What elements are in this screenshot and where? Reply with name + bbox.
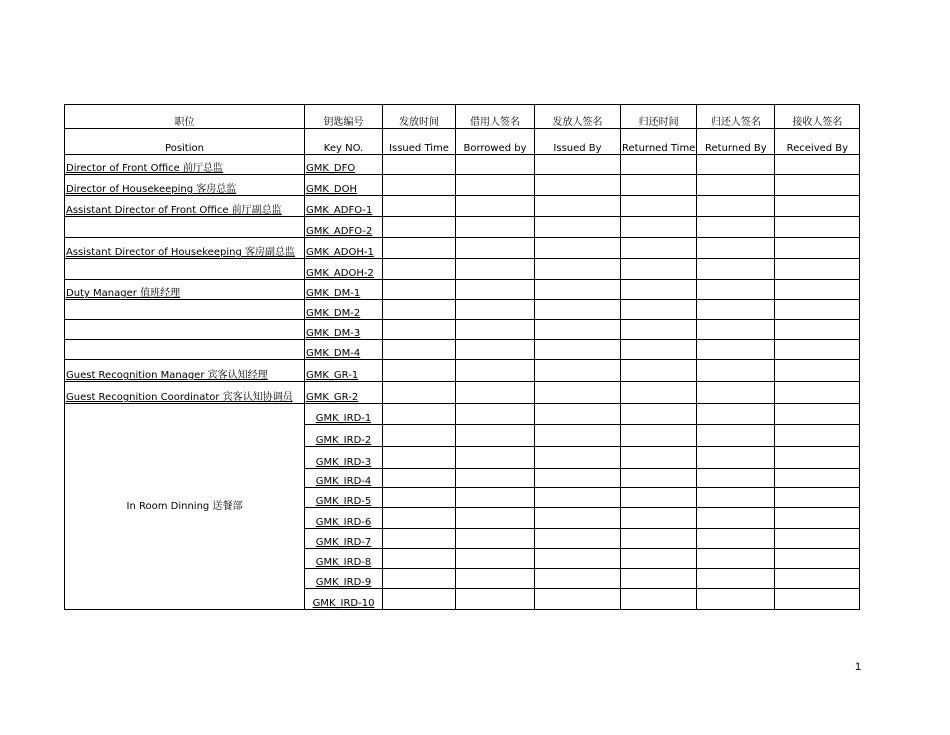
position-cell: [65, 155, 305, 175]
key-label: GMK_DOH: [306, 184, 358, 195]
header-cn-key-no: 钥匙编号: [305, 105, 383, 129]
key-label: GMK_DM-4: [306, 348, 361, 359]
table-row: [65, 259, 860, 280]
header-cn-returned-by: 归还人签名: [697, 105, 775, 129]
position-cell: [65, 382, 305, 404]
key-label: GMK_ADOH-1: [306, 247, 374, 258]
table-row: [65, 404, 860, 425]
borrowed-by-input-cell[interactable]: [456, 529, 535, 549]
borrowed-by-input-cell[interactable]: [456, 217, 535, 238]
key-cell: [305, 589, 383, 610]
issued-time-input-cell[interactable]: [383, 238, 456, 259]
header-cn-received-by: 接收人签名: [775, 105, 860, 129]
header-cn-position: 职位: [65, 105, 305, 129]
key-label: GMK_ADFO-2: [306, 226, 373, 237]
key-label: GMK_IRD-9: [315, 577, 372, 588]
table-row: [65, 382, 860, 404]
header-cn-issued-time: 发放时间: [383, 105, 456, 129]
returned-by-input-cell[interactable]: [697, 529, 775, 549]
borrowed-by-input-cell[interactable]: [456, 569, 535, 589]
received-by-input-cell[interactable]: [775, 360, 860, 382]
key-label: GMK_IRD-4: [315, 476, 372, 487]
issued-time-input-cell[interactable]: [383, 529, 456, 549]
key-cell: [305, 447, 383, 469]
returned-time-input-cell[interactable]: [621, 382, 697, 404]
issued-by-input-cell[interactable]: [535, 360, 621, 382]
key-cell: [305, 469, 383, 488]
returned-time-input-cell[interactable]: [621, 589, 697, 610]
returned-time-input-cell[interactable]: [621, 280, 697, 300]
borrowed-by-input-cell[interactable]: [456, 488, 535, 508]
position-label: Duty Manager 值班经理: [66, 288, 181, 299]
position-cell: [65, 360, 305, 382]
returned-time-input-cell[interactable]: [621, 469, 697, 488]
received-by-input-cell[interactable]: [775, 259, 860, 280]
returned-by-input-cell[interactable]: [697, 340, 775, 360]
header-cn-borrowed-by: 借用人签名: [456, 105, 535, 129]
issued-time-input-cell[interactable]: [383, 508, 456, 529]
returned-time-input-cell[interactable]: [621, 175, 697, 196]
header-en-issued-by: Issued By: [535, 129, 621, 155]
key-label: GMK_DM-2: [306, 308, 361, 319]
issued-time-input-cell[interactable]: [383, 196, 456, 217]
returned-by-input-cell[interactable]: [697, 382, 775, 404]
returned-by-input-cell[interactable]: [697, 488, 775, 508]
issued-time-input-cell[interactable]: [383, 425, 456, 447]
received-by-input-cell[interactable]: [775, 549, 860, 569]
issued-time-input-cell[interactable]: [383, 280, 456, 300]
issued-by-input-cell[interactable]: [535, 549, 621, 569]
received-by-input-cell[interactable]: [775, 529, 860, 549]
issued-by-input-cell[interactable]: [535, 382, 621, 404]
returned-by-input-cell[interactable]: [697, 259, 775, 280]
key-cell: [305, 320, 383, 340]
position-cell: [65, 196, 305, 217]
header-en-issued-time: Issued Time: [383, 129, 456, 155]
position-cell: [65, 238, 305, 259]
issued-time-input-cell[interactable]: [383, 300, 456, 320]
borrowed-by-input-cell[interactable]: [456, 300, 535, 320]
key-label: GMK_IRD-3: [315, 457, 372, 468]
key-cell: [305, 360, 383, 382]
position-label: Guest Recognition Manager 宾客认知经理: [66, 370, 268, 381]
received-by-input-cell[interactable]: [775, 300, 860, 320]
returned-by-input-cell[interactable]: [697, 469, 775, 488]
issued-time-input-cell[interactable]: [383, 382, 456, 404]
key-cell: [305, 404, 383, 425]
key-label: GMK_ADFO-1: [306, 205, 373, 216]
returned-by-input-cell[interactable]: [697, 155, 775, 175]
received-by-input-cell[interactable]: [775, 238, 860, 259]
key-label: GMK_DM-3: [306, 328, 361, 339]
key-cell: [305, 238, 383, 259]
header-cn-issued-by: 发放人签名: [535, 105, 621, 129]
key-cell: [305, 549, 383, 569]
returned-by-input-cell[interactable]: [697, 217, 775, 238]
issued-by-input-cell[interactable]: [535, 340, 621, 360]
returned-by-input-cell[interactable]: [697, 508, 775, 529]
received-by-input-cell[interactable]: [775, 175, 860, 196]
returned-time-input-cell[interactable]: [621, 404, 697, 425]
key-label: GMK_GR-1: [306, 370, 359, 381]
table-row: [65, 175, 860, 196]
issued-time-input-cell[interactable]: [383, 569, 456, 589]
borrowed-by-input-cell[interactable]: [456, 360, 535, 382]
issued-by-input-cell[interactable]: [535, 238, 621, 259]
returned-time-input-cell[interactable]: [621, 360, 697, 382]
table-row: [65, 217, 860, 238]
returned-time-input-cell[interactable]: [621, 569, 697, 589]
position-label: Assistant Director of Front Office 前厅副总监: [66, 205, 282, 216]
key-label: GMK_IRD-1: [315, 413, 372, 424]
borrowed-by-input-cell[interactable]: [456, 404, 535, 425]
header-en-key-no: Key NO.: [305, 129, 383, 155]
returned-by-input-cell[interactable]: [697, 404, 775, 425]
table-row: [65, 280, 860, 300]
issued-time-input-cell[interactable]: [383, 447, 456, 469]
issued-by-input-cell[interactable]: [535, 196, 621, 217]
position-label: Director of Housekeeping 客房总监: [66, 184, 237, 195]
issued-by-input-cell[interactable]: [535, 217, 621, 238]
received-by-input-cell[interactable]: [775, 320, 860, 340]
returned-time-input-cell[interactable]: [621, 259, 697, 280]
issued-by-input-cell[interactable]: [535, 488, 621, 508]
position-cell: [65, 280, 305, 300]
issued-time-input-cell[interactable]: [383, 360, 456, 382]
returned-by-input-cell[interactable]: [697, 425, 775, 447]
returned-time-input-cell[interactable]: [621, 217, 697, 238]
returned-by-input-cell[interactable]: [697, 320, 775, 340]
key-label: GMK_IRD-5: [315, 496, 372, 507]
key-cell: [305, 508, 383, 529]
received-by-input-cell[interactable]: [775, 280, 860, 300]
key-cell: [305, 217, 383, 238]
key-cell: [305, 259, 383, 280]
borrowed-by-input-cell[interactable]: [456, 175, 535, 196]
issued-time-input-cell[interactable]: [383, 155, 456, 175]
returned-by-input-cell[interactable]: [697, 447, 775, 469]
received-by-input-cell[interactable]: [775, 469, 860, 488]
issued-time-input-cell[interactable]: [383, 259, 456, 280]
issued-time-input-cell[interactable]: [383, 549, 456, 569]
key-cell: [305, 155, 383, 175]
key-cell: [305, 300, 383, 320]
returned-time-input-cell[interactable]: [621, 238, 697, 259]
returned-by-input-cell[interactable]: [697, 360, 775, 382]
received-by-input-cell[interactable]: [775, 589, 860, 610]
key-cell: [305, 196, 383, 217]
received-by-input-cell[interactable]: [775, 425, 860, 447]
borrowed-by-input-cell[interactable]: [456, 340, 535, 360]
issued-by-input-cell[interactable]: [535, 469, 621, 488]
header-row-en: [65, 129, 860, 155]
returned-time-input-cell[interactable]: [621, 340, 697, 360]
borrowed-by-input-cell[interactable]: [456, 469, 535, 488]
issued-by-input-cell[interactable]: [535, 320, 621, 340]
key-cell: [305, 529, 383, 549]
header-en-returned-by: Returned By: [697, 129, 775, 155]
returned-time-input-cell[interactable]: [621, 425, 697, 447]
borrowed-by-input-cell[interactable]: [456, 196, 535, 217]
key-cell: [305, 280, 383, 300]
borrowed-by-input-cell[interactable]: [456, 320, 535, 340]
table-row: [65, 340, 860, 360]
borrowed-by-input-cell[interactable]: [456, 425, 535, 447]
key-cell: [305, 175, 383, 196]
key-label: GMK_DFO: [306, 163, 356, 174]
issued-by-input-cell[interactable]: [535, 280, 621, 300]
issued-by-input-cell[interactable]: [535, 300, 621, 320]
borrowed-by-input-cell[interactable]: [456, 155, 535, 175]
key-cell: [305, 340, 383, 360]
issued-by-input-cell[interactable]: [535, 155, 621, 175]
borrowed-by-input-cell[interactable]: [456, 238, 535, 259]
key-log-table: [64, 104, 860, 610]
key-label: GMK_IRD-8: [315, 557, 372, 568]
table-row: [65, 196, 860, 217]
returned-time-input-cell[interactable]: [621, 300, 697, 320]
returned-by-input-cell[interactable]: [697, 280, 775, 300]
borrowed-by-input-cell[interactable]: [456, 259, 535, 280]
received-by-input-cell[interactable]: [775, 217, 860, 238]
issued-by-input-cell[interactable]: [535, 259, 621, 280]
issued-time-input-cell[interactable]: [383, 175, 456, 196]
table-row: [65, 360, 860, 382]
position-label: Director of Front Office 前厅总监: [66, 163, 224, 174]
key-label: GMK_IRD-10: [312, 598, 375, 609]
key-label: GMK_GR-2: [306, 392, 359, 403]
page-number: 1: [855, 661, 862, 673]
returned-by-input-cell[interactable]: [697, 196, 775, 217]
issued-time-input-cell[interactable]: [383, 217, 456, 238]
received-by-input-cell[interactable]: [775, 340, 860, 360]
issued-by-input-cell[interactable]: [535, 404, 621, 425]
table-row: [65, 320, 860, 340]
table-row: [65, 155, 860, 175]
issued-time-input-cell[interactable]: [383, 404, 456, 425]
issued-by-input-cell[interactable]: [535, 425, 621, 447]
key-label: GMK_DM-1: [306, 288, 361, 299]
returned-by-input-cell[interactable]: [697, 569, 775, 589]
header-en-received-by: Received By: [775, 129, 860, 155]
borrowed-by-input-cell[interactable]: [456, 549, 535, 569]
header-en-returned-time: Returned Time: [621, 129, 697, 155]
issued-by-input-cell[interactable]: [535, 175, 621, 196]
returned-by-input-cell[interactable]: [697, 238, 775, 259]
returned-time-input-cell[interactable]: [621, 488, 697, 508]
issued-by-input-cell[interactable]: [535, 508, 621, 529]
returned-time-input-cell[interactable]: [621, 155, 697, 175]
header-row-cn: [65, 105, 860, 129]
key-label: GMK_IRD-6: [315, 517, 372, 528]
position-label: Assistant Director of Housekeeping 客房副总监: [66, 247, 295, 258]
key-cell: [305, 382, 383, 404]
borrowed-by-input-cell[interactable]: [456, 382, 535, 404]
position-label: Guest Recognition Coordinator 宾客认知协调员: [66, 392, 293, 403]
issued-by-input-cell[interactable]: [535, 447, 621, 469]
borrowed-by-input-cell[interactable]: [456, 280, 535, 300]
returned-by-input-cell[interactable]: [697, 300, 775, 320]
borrowed-by-input-cell[interactable]: [456, 508, 535, 529]
position-cell: [65, 340, 305, 360]
issued-by-input-cell[interactable]: [535, 529, 621, 549]
returned-by-input-cell[interactable]: [697, 589, 775, 610]
issued-time-input-cell[interactable]: [383, 589, 456, 610]
key-label: GMK_IRD-7: [315, 537, 372, 548]
issued-by-input-cell[interactable]: [535, 569, 621, 589]
key-cell: [305, 425, 383, 447]
returned-time-input-cell[interactable]: [621, 447, 697, 469]
table-row: [65, 238, 860, 259]
received-by-input-cell[interactable]: [775, 155, 860, 175]
received-by-input-cell[interactable]: [775, 569, 860, 589]
position-cell: [65, 300, 305, 320]
received-by-input-cell[interactable]: [775, 508, 860, 529]
key-cell: [305, 488, 383, 508]
received-by-input-cell[interactable]: [775, 404, 860, 425]
issued-by-input-cell[interactable]: [535, 589, 621, 610]
header-en-borrowed-by: Borrowed by: [456, 129, 535, 155]
returned-time-input-cell[interactable]: [621, 549, 697, 569]
received-by-input-cell[interactable]: [775, 196, 860, 217]
position-cell: [65, 175, 305, 196]
header-en-position: Position: [65, 129, 305, 155]
borrowed-by-input-cell[interactable]: [456, 447, 535, 469]
issued-time-input-cell[interactable]: [383, 340, 456, 360]
returned-time-input-cell[interactable]: [621, 320, 697, 340]
header-cn-returned-time: 归还时间: [621, 105, 697, 129]
received-by-input-cell[interactable]: [775, 447, 860, 469]
borrowed-by-input-cell[interactable]: [456, 589, 535, 610]
key-label: GMK_ADOH-2: [306, 268, 374, 279]
position-cell-ird: In Room Dinning 送餐部: [65, 404, 305, 610]
position-cell: [65, 259, 305, 280]
position-cell: [65, 320, 305, 340]
key-cell: [305, 569, 383, 589]
issued-time-input-cell[interactable]: [383, 320, 456, 340]
key-label: GMK_IRD-2: [315, 435, 372, 446]
returned-time-input-cell[interactable]: [621, 529, 697, 549]
table-row: [65, 300, 860, 320]
returned-by-input-cell[interactable]: [697, 175, 775, 196]
returned-time-input-cell[interactable]: [621, 508, 697, 529]
received-by-input-cell[interactable]: [775, 382, 860, 404]
returned-time-input-cell[interactable]: [621, 196, 697, 217]
issued-time-input-cell[interactable]: [383, 488, 456, 508]
returned-by-input-cell[interactable]: [697, 549, 775, 569]
received-by-input-cell[interactable]: [775, 488, 860, 508]
issued-time-input-cell[interactable]: [383, 469, 456, 488]
position-cell: [65, 217, 305, 238]
